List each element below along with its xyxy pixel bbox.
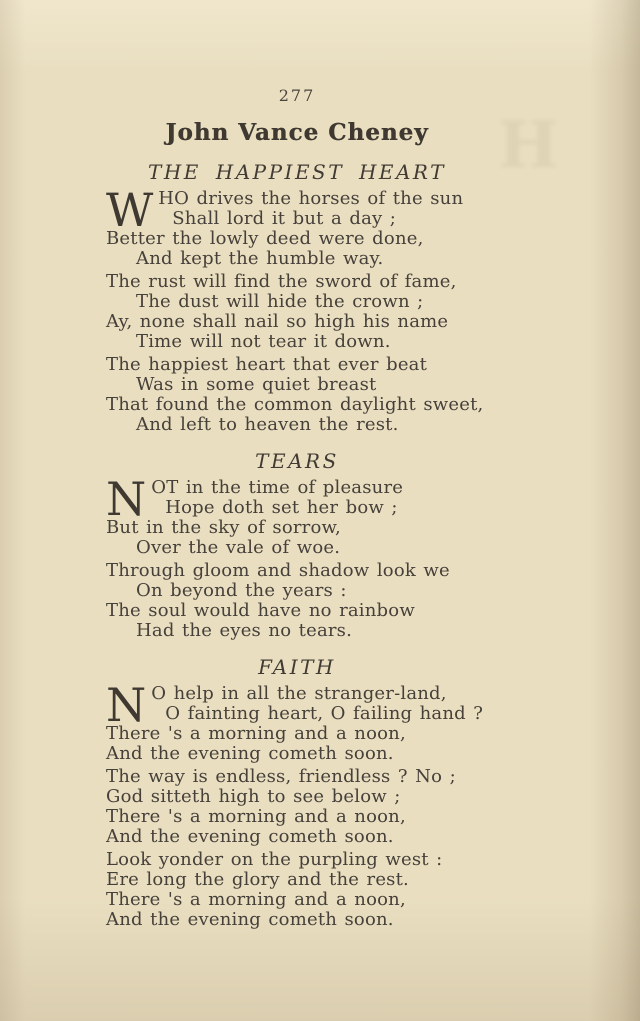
- verse-line: Over the vale of woe.: [136, 537, 341, 558]
- stanza: [106, 183, 488, 269]
- poems-container: [106, 160, 488, 930]
- dropcap-row: [106, 678, 488, 732]
- verse-line: Look yonder on the purpling west :: [106, 849, 443, 870]
- verse-line: Shall lord it but a day ;: [172, 208, 397, 229]
- verse-line: Ay, none shall nail so high his name: [106, 311, 449, 332]
- verse-line: But in the sky of sorrow,: [106, 517, 341, 538]
- verse-line: Time will not tear it down.: [136, 331, 391, 352]
- verse-line: There 's a morning and a noon,: [106, 806, 406, 827]
- stanza: [106, 472, 488, 558]
- verse-line: The soul would have no rainbow: [106, 600, 415, 621]
- stanza: [106, 272, 488, 352]
- verse-line: Ere long the glory and the rest.: [106, 869, 409, 890]
- dropcap-initial: N: [106, 678, 147, 732]
- verse-line: There 's a morning and a noon,: [106, 889, 406, 910]
- verse-line: O fainting heart, O failing hand ?: [165, 703, 484, 724]
- dropcap-initial: W: [106, 183, 154, 237]
- verse-line: Better the lowly deed were done,: [106, 228, 424, 249]
- verse-line: Had the eyes no tears.: [136, 620, 353, 641]
- page-number: 277: [278, 86, 316, 105]
- verse-line: The way is endless, friendless ? No ;: [106, 766, 456, 787]
- verse-line: The happiest heart that ever beat: [106, 354, 428, 375]
- dropcap-lines: [151, 684, 483, 724]
- verse-line: That found the common daylight sweet,: [106, 394, 484, 415]
- verse-line: And the evening cometh soon.: [106, 743, 394, 764]
- poem: [106, 449, 488, 641]
- dropcap-lines: [151, 478, 403, 518]
- verse-line: And the evening cometh soon.: [106, 909, 394, 930]
- stanza: [106, 678, 488, 764]
- show-through-ghost: H: [498, 108, 559, 183]
- verse-line: There 's a morning and a noon,: [106, 723, 406, 744]
- dropcap-row: [106, 472, 488, 526]
- poem-title: TEARS: [255, 449, 339, 473]
- verse-line: O help in all the stranger-land,: [151, 683, 447, 704]
- verse-line: HO drives the horses of the sun: [158, 188, 464, 209]
- stanza: [106, 561, 488, 641]
- poem: [106, 655, 488, 930]
- stanza: [106, 355, 488, 435]
- verse-line: And left to heaven the rest.: [136, 414, 399, 435]
- poem-title: THE HAPPIEST HEART: [148, 160, 446, 184]
- verse-line: The rust will find the sword of fame,: [106, 271, 457, 292]
- verse-line: God sitteth high to see below ;: [106, 786, 401, 807]
- verse-line: And the evening cometh soon.: [106, 826, 394, 847]
- author-heading: John Vance Cheney: [165, 119, 429, 146]
- poem-title: FAITH: [258, 655, 336, 679]
- verse-line: The dust will hide the crown ;: [136, 291, 424, 312]
- verse-line: Hope doth set her bow ;: [165, 497, 398, 518]
- verse-line: Through gloom and shadow look we: [106, 560, 450, 581]
- verse-line: OT in the time of pleasure: [151, 477, 404, 498]
- dropcap-initial: N: [106, 472, 147, 526]
- verse-line: On beyond the years :: [136, 580, 347, 601]
- dropcap-lines: [158, 189, 463, 229]
- dropcap-row: [106, 183, 488, 237]
- verse-line: And kept the humble way.: [136, 248, 384, 269]
- verse-line: Was in some quiet breast: [136, 374, 377, 395]
- book-page: [106, 0, 559, 930]
- poem: [106, 160, 488, 435]
- stanza: [106, 850, 488, 930]
- stanza: [106, 767, 488, 847]
